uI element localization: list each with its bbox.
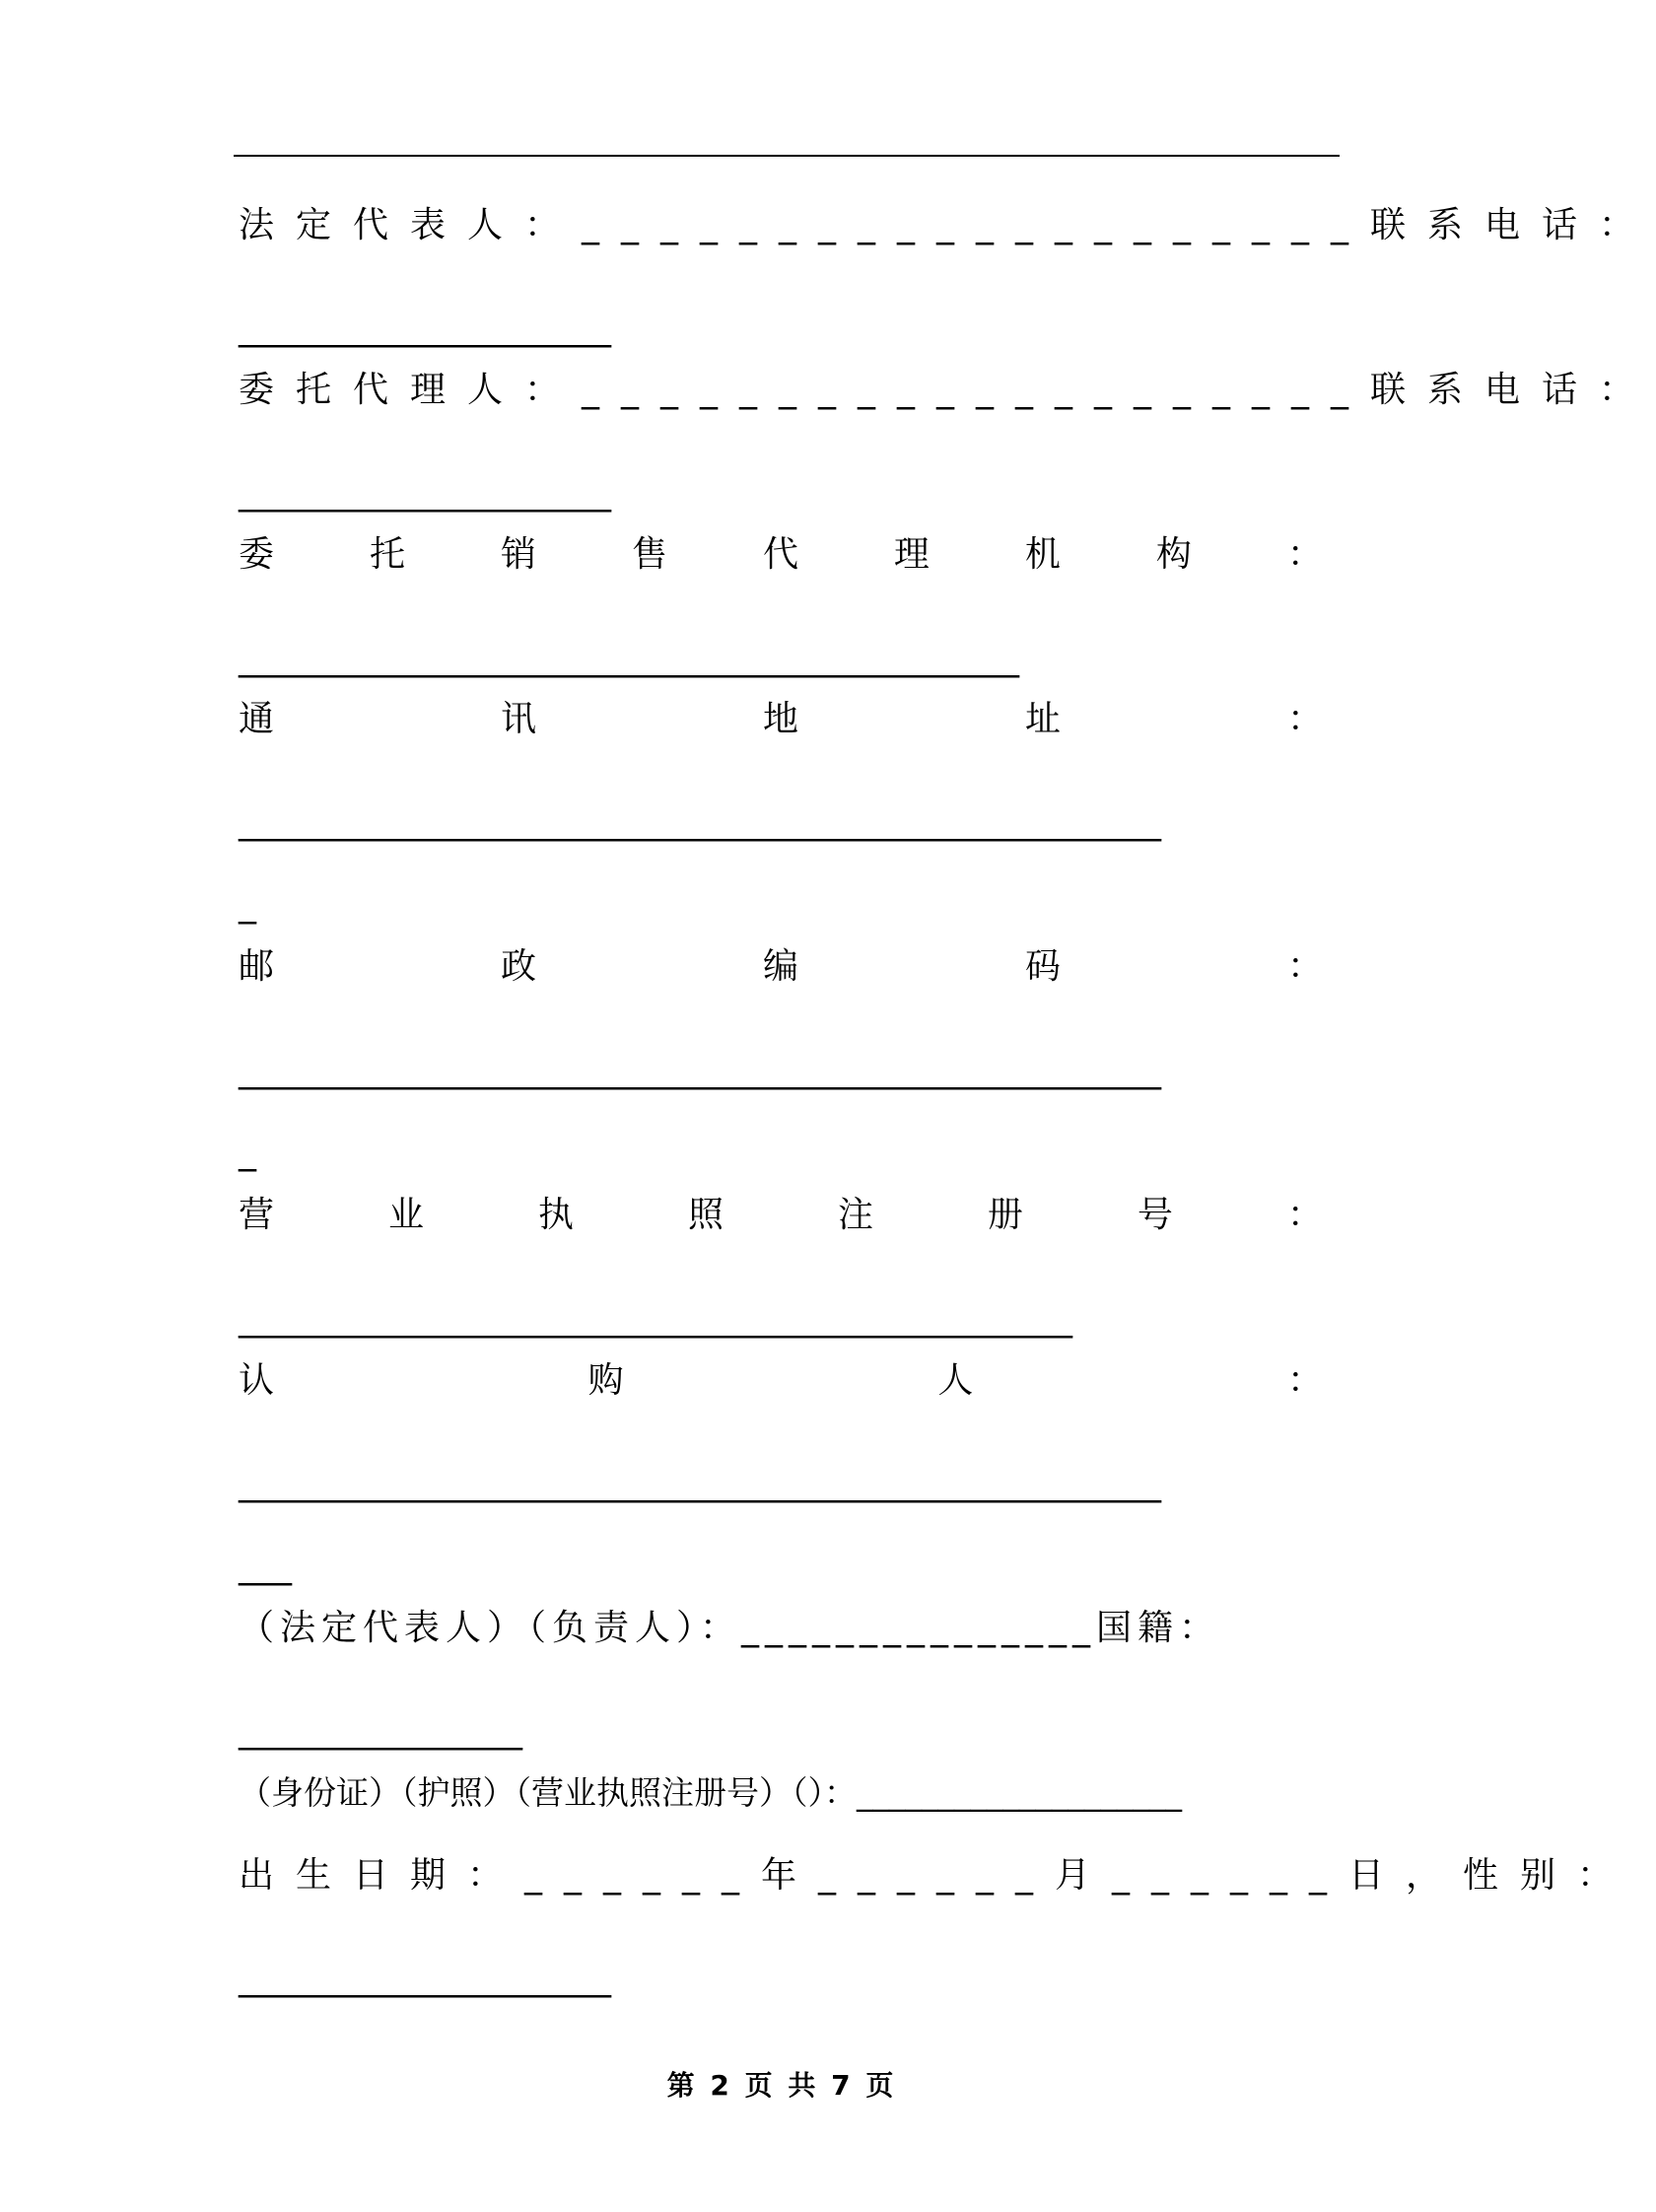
label-char: 址 — [1024, 699, 1061, 739]
label-char: 机 — [1024, 534, 1061, 575]
label-char: 讯 — [500, 699, 536, 739]
postal-code-blank-tail: _ — [239, 1132, 256, 1172]
business-license-label — [239, 1188, 1323, 1243]
label-char: 代 — [762, 534, 798, 575]
mailing-address-blank-tail: _ — [239, 884, 256, 925]
label-char: 册 — [987, 1195, 1023, 1235]
label-char: 人 — [937, 1360, 974, 1401]
label-char: 理 — [893, 534, 930, 575]
label-char: 通 — [239, 699, 275, 739]
label-char: ： — [1286, 1360, 1323, 1401]
legal-representative-line: 法定代表人：____________________联系电话： — [239, 205, 1656, 245]
subscriber-blank: ____________________________________________________ — [239, 1463, 1161, 1503]
sales-agency-label — [239, 527, 1323, 583]
header-rule — [234, 155, 1340, 157]
label-char: ： — [1286, 1195, 1323, 1235]
postal-code-blank: ____________________________________________________ — [239, 1050, 1161, 1090]
label-char: 编 — [762, 946, 798, 987]
legal-representative-phone-blank: _____________________ — [239, 308, 611, 348]
label-char: 地 — [762, 699, 798, 739]
label-char: 销 — [500, 534, 536, 575]
label-char: ： — [1286, 534, 1323, 575]
label-char: 售 — [631, 534, 667, 575]
label-char: 业 — [387, 1195, 424, 1235]
id-document-line: （身份证）（护照）（营业执照注册号）（）：____________________ — [239, 1773, 1182, 1812]
label-char: 委 — [239, 534, 275, 575]
label-char: 营 — [239, 1195, 275, 1235]
representative-nationality-line: （法定代表人）（负责人）：_______________国籍： — [239, 1608, 1221, 1648]
gender-blank: _____________________ — [239, 1958, 611, 1998]
label-char: 购 — [587, 1360, 624, 1401]
label-char: 码 — [1024, 946, 1061, 987]
label-char: ： — [1286, 699, 1323, 739]
label-char: 号 — [1137, 1195, 1173, 1235]
birth-date-gender-line: 出生日期：______年______月______日，性别： — [239, 1855, 1634, 1896]
page-footer: 第 2 页 共 7 页 — [666, 2069, 897, 2102]
nationality-blank: ________________ — [239, 1710, 522, 1751]
label-char: 邮 — [239, 946, 275, 987]
label-char: 构 — [1155, 534, 1192, 575]
label-char: ： — [1286, 946, 1323, 987]
label-char: 托 — [369, 534, 405, 575]
business-license-blank: _______________________________________________ — [239, 1298, 1072, 1339]
label-char: 政 — [500, 946, 536, 987]
subscriber-blank-tail: ___ — [239, 1546, 292, 1586]
entrusted-agent-phone-blank: _____________________ — [239, 472, 611, 513]
label-char: 照 — [687, 1195, 724, 1235]
postal-code-label — [239, 939, 1323, 995]
label-char: 注 — [837, 1195, 873, 1235]
subscriber-label — [239, 1353, 1323, 1409]
sales-agency-blank: ____________________________________________ — [239, 638, 1019, 678]
label-char: 认 — [239, 1360, 275, 1401]
entrusted-agent-line: 委托代理人：____________________联系电话： — [239, 370, 1656, 410]
label-char: 执 — [537, 1195, 574, 1235]
mailing-address-label — [239, 692, 1323, 747]
mailing-address-blank: ____________________________________________________ — [239, 801, 1161, 842]
